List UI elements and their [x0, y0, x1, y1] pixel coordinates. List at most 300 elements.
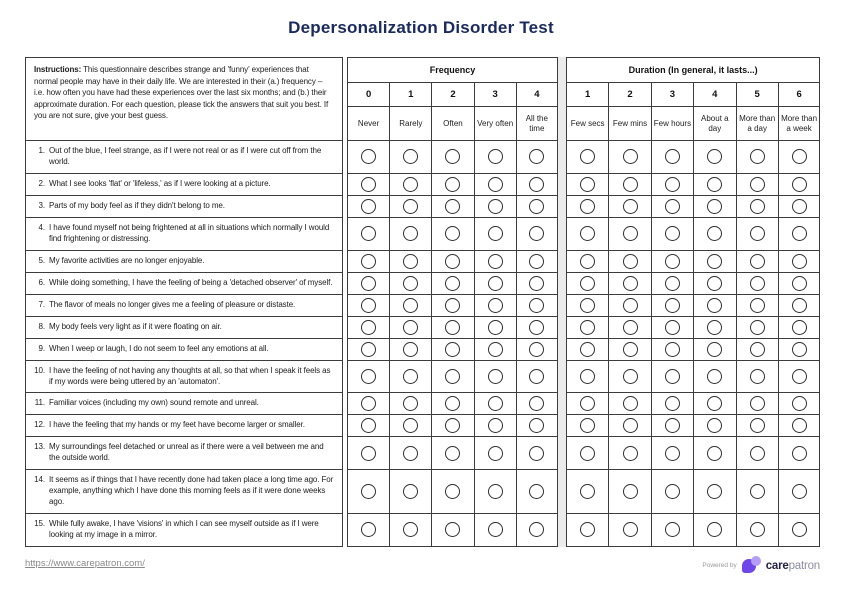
duration-option-circle[interactable] — [580, 320, 595, 335]
question-text: I have the feeling that my hands or my feet have become larger or smaller. — [49, 420, 305, 430]
frequency-option-circle[interactable] — [529, 177, 544, 192]
duration-option-circle[interactable] — [707, 276, 722, 291]
duration-option-circle[interactable] — [623, 199, 638, 214]
frequency-option-cell — [347, 173, 389, 195]
frequency-option-cell — [431, 250, 473, 272]
duration-label-cell: Few hours — [651, 106, 693, 140]
frequency-option-circle[interactable] — [488, 522, 503, 537]
question-cell — [25, 272, 343, 294]
question-cell — [25, 140, 343, 173]
duration-option-circle[interactable] — [750, 276, 765, 291]
duration-option-circle[interactable] — [750, 149, 765, 164]
frequency-option-cell — [347, 140, 389, 173]
duration-option-cell — [778, 414, 820, 436]
frequency-option-cell — [389, 250, 431, 272]
frequency-option-cell — [516, 392, 558, 414]
carepatron-logo-icon — [742, 556, 761, 575]
frequency-option-cell — [389, 360, 431, 393]
duration-option-cell — [736, 294, 778, 316]
frequency-option-circle[interactable] — [488, 177, 503, 192]
questionnaire-grid — [25, 57, 820, 547]
logo-blob-light — [751, 556, 761, 566]
frequency-option-circle[interactable] — [529, 522, 544, 537]
frequency-option-cell — [516, 513, 558, 547]
frequency-option-circle[interactable] — [445, 369, 460, 384]
duration-option-cell — [736, 250, 778, 272]
duration-option-circle[interactable] — [707, 298, 722, 313]
question-number: 10. — [34, 365, 45, 375]
duration-option-circle[interactable] — [580, 418, 595, 433]
frequency-option-circle[interactable] — [445, 396, 460, 411]
duration-option-circle[interactable] — [707, 177, 722, 192]
duration-option-circle[interactable] — [623, 418, 638, 433]
frequency-option-circle[interactable] — [529, 320, 544, 335]
question-text: The flavor of meals no longer gives me a feeling of pleasure or distaste. — [49, 299, 296, 309]
duration-option-cell — [651, 195, 693, 217]
frequency-option-circle[interactable] — [488, 418, 503, 433]
duration-option-circle[interactable] — [665, 149, 680, 164]
frequency-option-cell — [431, 392, 473, 414]
frequency-option-cell — [516, 316, 558, 338]
duration-option-circle[interactable] — [665, 418, 680, 433]
frequency-option-cell — [474, 414, 516, 436]
duration-option-cell — [778, 250, 820, 272]
frequency-option-circle[interactable] — [529, 342, 544, 357]
duration-option-circle[interactable] — [792, 522, 807, 537]
frequency-option-cell — [516, 195, 558, 217]
duration-option-circle[interactable] — [750, 177, 765, 192]
frequency-option-cell — [516, 140, 558, 173]
frequency-option-circle[interactable] — [361, 418, 376, 433]
frequency-option-cell — [347, 195, 389, 217]
frequency-header: Frequency — [347, 57, 558, 82]
frequency-option-circle[interactable] — [403, 276, 418, 291]
duration-option-circle[interactable] — [665, 522, 680, 537]
frequency-option-circle[interactable] — [445, 298, 460, 313]
question-cell — [25, 392, 343, 414]
frequency-option-circle[interactable] — [361, 226, 376, 241]
page-title: Depersonalization Disorder Test — [288, 18, 554, 37]
duration-option-cell — [566, 316, 608, 338]
duration-option-circle[interactable] — [792, 226, 807, 241]
frequency-option-cell — [516, 436, 558, 469]
duration-option-circle[interactable] — [750, 418, 765, 433]
duration-option-circle[interactable] — [792, 418, 807, 433]
frequency-option-cell — [474, 294, 516, 316]
duration-score: 6 — [778, 82, 820, 106]
question-cell — [25, 250, 343, 272]
frequency-option-cell — [347, 316, 389, 338]
duration-option-cell — [778, 513, 820, 547]
frequency-option-circle[interactable] — [403, 342, 418, 357]
duration-option-cell — [736, 414, 778, 436]
frequency-option-cell — [516, 338, 558, 360]
frequency-option-circle[interactable] — [403, 396, 418, 411]
frequency-option-circle[interactable] — [403, 298, 418, 313]
duration-option-circle[interactable] — [665, 342, 680, 357]
duration-option-circle[interactable] — [580, 396, 595, 411]
frequency-option-circle[interactable] — [529, 484, 544, 499]
duration-option-circle[interactable] — [665, 177, 680, 192]
duration-option-circle[interactable] — [707, 149, 722, 164]
frequency-label-cell: Very often — [474, 106, 516, 140]
frequency-label-cell: All the time — [516, 106, 558, 140]
duration-option-circle[interactable] — [623, 276, 638, 291]
frequency-option-circle[interactable] — [488, 369, 503, 384]
frequency-option-circle[interactable] — [488, 484, 503, 499]
duration-option-cell — [778, 338, 820, 360]
duration-option-circle[interactable] — [580, 446, 595, 461]
duration-option-cell — [651, 250, 693, 272]
duration-option-circle[interactable] — [580, 177, 595, 192]
duration-option-circle[interactable] — [707, 342, 722, 357]
duration-option-circle[interactable] — [707, 226, 722, 241]
frequency-option-cell — [516, 173, 558, 195]
footer-link[interactable]: https://www.carepatron.com/ — [25, 558, 145, 569]
duration-option-circle[interactable] — [792, 484, 807, 499]
frequency-option-cell — [389, 338, 431, 360]
duration-option-cell — [693, 316, 735, 338]
duration-option-circle[interactable] — [623, 342, 638, 357]
duration-option-cell — [566, 436, 608, 469]
duration-option-circle[interactable] — [750, 342, 765, 357]
duration-option-cell — [566, 513, 608, 547]
brand-wordmark — [766, 560, 820, 572]
duration-option-cell — [566, 338, 608, 360]
duration-option-cell — [778, 217, 820, 250]
duration-option-circle[interactable] — [750, 199, 765, 214]
duration-option-circle[interactable] — [750, 446, 765, 461]
duration-score: 5 — [736, 82, 778, 106]
question-cell — [25, 294, 343, 316]
frequency-option-cell — [347, 513, 389, 547]
frequency-option-cell — [516, 217, 558, 250]
frequency-option-circle[interactable] — [403, 484, 418, 499]
duration-option-cell — [778, 392, 820, 414]
duration-option-circle[interactable] — [580, 522, 595, 537]
frequency-option-circle[interactable] — [403, 226, 418, 241]
duration-label-cell: More than a week — [778, 106, 820, 140]
frequency-option-circle[interactable] — [361, 446, 376, 461]
duration-option-circle[interactable] — [623, 484, 638, 499]
duration-option-circle[interactable] — [580, 298, 595, 313]
duration-option-circle[interactable] — [707, 199, 722, 214]
duration-option-circle[interactable] — [750, 298, 765, 313]
duration-option-circle[interactable] — [792, 276, 807, 291]
question-number: 15. — [34, 518, 45, 528]
duration-option-circle[interactable] — [707, 446, 722, 461]
duration-option-circle[interactable] — [707, 522, 722, 537]
frequency-option-circle[interactable] — [361, 320, 376, 335]
frequency-option-cell — [389, 272, 431, 294]
question-cell — [25, 436, 343, 469]
frequency-option-circle[interactable] — [445, 320, 460, 335]
frequency-option-circle[interactable] — [361, 396, 376, 411]
frequency-option-cell — [431, 195, 473, 217]
question-number: 5. — [38, 255, 45, 265]
frequency-option-circle[interactable] — [529, 298, 544, 313]
duration-option-circle[interactable] — [580, 254, 595, 269]
frequency-option-cell — [431, 294, 473, 316]
frequency-option-circle[interactable] — [361, 149, 376, 164]
duration-option-circle[interactable] — [792, 177, 807, 192]
frequency-option-circle[interactable] — [403, 199, 418, 214]
frequency-score: 2 — [431, 82, 473, 106]
question-text: Parts of my body feel as if they didn't belong to me. — [49, 200, 225, 210]
question-number: 13. — [34, 442, 45, 452]
duration-option-circle[interactable] — [750, 396, 765, 411]
duration-option-cell — [693, 173, 735, 195]
frequency-option-circle[interactable] — [361, 254, 376, 269]
duration-option-circle[interactable] — [792, 446, 807, 461]
duration-option-circle[interactable] — [750, 522, 765, 537]
frequency-option-cell — [389, 173, 431, 195]
question-number: 14. — [34, 475, 45, 485]
duration-option-cell — [693, 272, 735, 294]
frequency-option-cell — [431, 513, 473, 547]
frequency-option-circle[interactable] — [445, 254, 460, 269]
duration-option-circle[interactable] — [707, 254, 722, 269]
frequency-option-cell — [431, 414, 473, 436]
duration-option-circle[interactable] — [665, 396, 680, 411]
duration-option-cell — [651, 360, 693, 393]
frequency-option-circle[interactable] — [529, 254, 544, 269]
duration-option-circle[interactable] — [792, 369, 807, 384]
frequency-option-cell — [389, 392, 431, 414]
frequency-option-circle[interactable] — [445, 149, 460, 164]
frequency-option-circle[interactable] — [445, 199, 460, 214]
frequency-option-circle[interactable] — [488, 149, 503, 164]
frequency-label-cell: Often — [431, 106, 473, 140]
question-text: It seems as if things that I have recently done had taken place a long time ago. For example, anything which I have done this morning feels as if it were done weeks ago. — [49, 475, 334, 507]
duration-option-cell — [651, 272, 693, 294]
frequency-option-circle[interactable] — [403, 369, 418, 384]
duration-option-cell — [566, 195, 608, 217]
duration-option-cell — [566, 250, 608, 272]
duration-option-cell — [566, 360, 608, 393]
frequency-option-circle[interactable] — [529, 396, 544, 411]
question-text: While fully awake, I have 'visions' in which I can see myself outside as if I were looking at my image in a mirror. — [49, 518, 319, 539]
duration-option-circle[interactable] — [580, 149, 595, 164]
question-cell — [25, 173, 343, 195]
question-cell — [25, 360, 343, 393]
frequency-option-cell — [431, 469, 473, 513]
frequency-option-circle[interactable] — [529, 369, 544, 384]
duration-option-circle[interactable] — [665, 484, 680, 499]
frequency-option-cell — [474, 217, 516, 250]
duration-option-circle[interactable] — [580, 276, 595, 291]
frequency-option-cell — [474, 469, 516, 513]
duration-option-cell — [736, 513, 778, 547]
duration-option-circle[interactable] — [665, 254, 680, 269]
frequency-option-cell — [389, 316, 431, 338]
frequency-score: 1 — [389, 82, 431, 106]
duration-option-cell — [608, 173, 650, 195]
duration-option-cell — [608, 338, 650, 360]
duration-option-circle[interactable] — [750, 226, 765, 241]
duration-option-cell — [693, 360, 735, 393]
duration-option-cell — [693, 392, 735, 414]
duration-option-cell — [736, 217, 778, 250]
question-text: My body feels very light as if it were floating on air. — [49, 321, 222, 331]
frequency-option-cell — [389, 513, 431, 547]
duration-option-cell — [608, 436, 650, 469]
duration-option-circle[interactable] — [792, 320, 807, 335]
duration-option-cell — [608, 294, 650, 316]
duration-option-cell — [736, 316, 778, 338]
frequency-option-circle[interactable] — [445, 226, 460, 241]
duration-option-circle[interactable] — [580, 226, 595, 241]
frequency-option-cell — [389, 217, 431, 250]
frequency-option-circle[interactable] — [403, 446, 418, 461]
duration-option-circle[interactable] — [665, 369, 680, 384]
powered-by — [702, 556, 820, 575]
duration-option-circle[interactable] — [623, 522, 638, 537]
frequency-option-cell — [431, 338, 473, 360]
frequency-option-circle[interactable] — [361, 484, 376, 499]
frequency-option-cell — [516, 469, 558, 513]
duration-option-cell — [608, 140, 650, 173]
duration-option-circle[interactable] — [623, 320, 638, 335]
frequency-option-circle[interactable] — [403, 418, 418, 433]
frequency-option-circle[interactable] — [361, 177, 376, 192]
duration-option-circle[interactable] — [792, 396, 807, 411]
frequency-option-cell — [389, 469, 431, 513]
duration-option-circle[interactable] — [665, 320, 680, 335]
duration-option-circle[interactable] — [580, 484, 595, 499]
duration-option-cell — [566, 140, 608, 173]
frequency-option-cell — [389, 195, 431, 217]
duration-option-cell — [651, 436, 693, 469]
frequency-option-circle[interactable] — [488, 320, 503, 335]
frequency-option-circle[interactable] — [445, 342, 460, 357]
frequency-option-circle[interactable] — [445, 522, 460, 537]
frequency-option-circle[interactable] — [445, 446, 460, 461]
frequency-option-circle[interactable] — [361, 199, 376, 214]
duration-option-circle[interactable] — [665, 446, 680, 461]
duration-option-circle[interactable] — [792, 199, 807, 214]
duration-option-cell — [651, 217, 693, 250]
duration-option-cell — [608, 360, 650, 393]
frequency-option-cell — [431, 436, 473, 469]
duration-option-circle[interactable] — [707, 369, 722, 384]
duration-option-circle[interactable] — [707, 396, 722, 411]
duration-option-circle[interactable] — [792, 149, 807, 164]
duration-option-circle[interactable] — [665, 276, 680, 291]
frequency-option-circle[interactable] — [488, 254, 503, 269]
duration-option-cell — [778, 140, 820, 173]
duration-option-circle[interactable] — [665, 226, 680, 241]
frequency-option-circle[interactable] — [445, 418, 460, 433]
duration-option-circle[interactable] — [665, 199, 680, 214]
question-number: 1. — [38, 146, 45, 155]
duration-option-circle[interactable] — [792, 342, 807, 357]
frequency-option-cell — [347, 392, 389, 414]
frequency-option-circle[interactable] — [361, 342, 376, 357]
frequency-option-circle[interactable] — [445, 177, 460, 192]
duration-option-circle[interactable] — [707, 484, 722, 499]
frequency-label-cell: Rarely — [389, 106, 431, 140]
frequency-option-cell — [516, 360, 558, 393]
duration-option-cell — [566, 272, 608, 294]
frequency-option-circle[interactable] — [403, 320, 418, 335]
frequency-option-circle[interactable] — [361, 522, 376, 537]
frequency-option-cell — [474, 436, 516, 469]
frequency-option-circle[interactable] — [361, 369, 376, 384]
frequency-option-circle[interactable] — [403, 522, 418, 537]
frequency-option-circle[interactable] — [403, 177, 418, 192]
frequency-score: 0 — [347, 82, 389, 106]
frequency-option-circle[interactable] — [445, 484, 460, 499]
frequency-option-circle[interactable] — [488, 298, 503, 313]
duration-option-cell — [651, 173, 693, 195]
duration-option-cell — [608, 195, 650, 217]
duration-option-cell — [566, 392, 608, 414]
frequency-option-cell — [347, 436, 389, 469]
frequency-option-circle[interactable] — [529, 446, 544, 461]
frequency-option-circle[interactable] — [488, 342, 503, 357]
duration-option-circle[interactable] — [750, 369, 765, 384]
frequency-option-circle[interactable] — [361, 298, 376, 313]
duration-option-circle[interactable] — [707, 418, 722, 433]
duration-option-cell — [693, 140, 735, 173]
frequency-option-circle[interactable] — [403, 254, 418, 269]
duration-option-circle[interactable] — [623, 177, 638, 192]
duration-option-circle[interactable] — [792, 298, 807, 313]
duration-option-circle[interactable] — [623, 369, 638, 384]
frequency-option-circle[interactable] — [403, 149, 418, 164]
duration-option-cell — [651, 338, 693, 360]
frequency-option-circle[interactable] — [529, 418, 544, 433]
table-gap-strip — [558, 57, 566, 547]
duration-option-circle[interactable] — [750, 484, 765, 499]
frequency-option-circle[interactable] — [529, 276, 544, 291]
frequency-option-circle[interactable] — [488, 199, 503, 214]
frequency-option-circle[interactable] — [529, 199, 544, 214]
question-text: My favorite activities are no longer enjoyable. — [49, 255, 205, 265]
frequency-option-circle[interactable] — [488, 446, 503, 461]
duration-label-cell: Few mins — [608, 106, 650, 140]
frequency-option-circle[interactable] — [361, 276, 376, 291]
frequency-option-circle[interactable] — [488, 226, 503, 241]
duration-option-circle[interactable] — [580, 342, 595, 357]
duration-option-cell — [736, 140, 778, 173]
duration-option-circle[interactable] — [623, 298, 638, 313]
frequency-option-circle[interactable] — [445, 276, 460, 291]
frequency-option-cell — [474, 272, 516, 294]
frequency-option-circle[interactable] — [488, 396, 503, 411]
duration-option-circle[interactable] — [623, 226, 638, 241]
duration-option-circle[interactable] — [580, 369, 595, 384]
duration-option-circle[interactable] — [707, 320, 722, 335]
duration-option-circle[interactable] — [623, 446, 638, 461]
frequency-option-cell — [474, 360, 516, 393]
duration-option-circle[interactable] — [623, 149, 638, 164]
question-number: 2. — [38, 178, 45, 188]
duration-option-circle[interactable] — [750, 254, 765, 269]
duration-option-circle[interactable] — [580, 199, 595, 214]
duration-option-circle[interactable] — [750, 320, 765, 335]
frequency-option-circle[interactable] — [529, 226, 544, 241]
duration-label-cell: Few secs — [566, 106, 608, 140]
frequency-option-circle[interactable] — [529, 149, 544, 164]
frequency-option-circle[interactable] — [488, 276, 503, 291]
duration-option-circle[interactable] — [665, 298, 680, 313]
duration-option-circle[interactable] — [623, 396, 638, 411]
duration-option-circle[interactable] — [623, 254, 638, 269]
duration-option-circle[interactable] — [792, 254, 807, 269]
duration-header: Duration (In general, it lasts...) — [566, 57, 820, 82]
